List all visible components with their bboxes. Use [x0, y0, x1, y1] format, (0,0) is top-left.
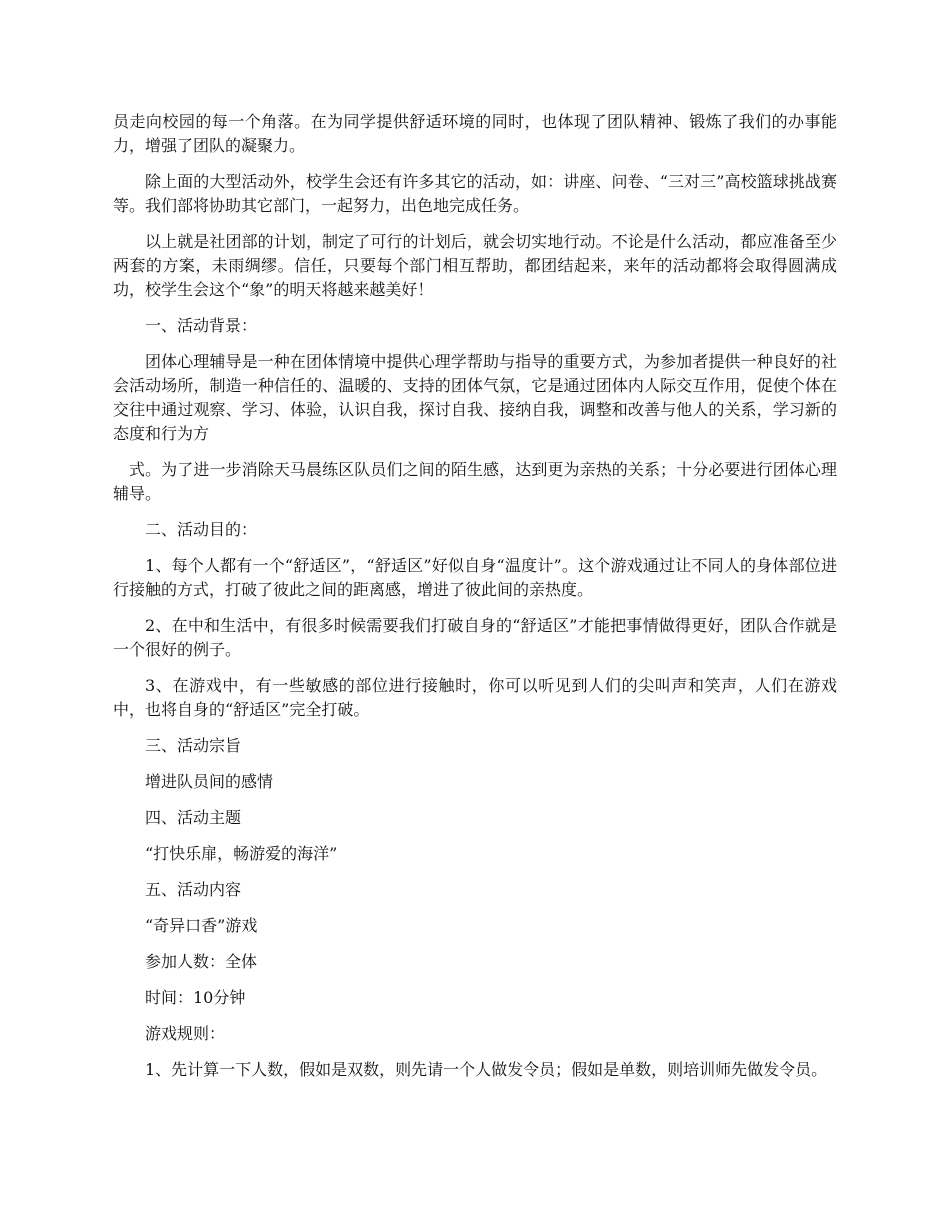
heading-activity-theme: 四、活动主题	[145, 808, 242, 827]
paragraph-game-name: “奇异口香”游戏	[145, 916, 258, 935]
document-body	[113, 110, 837, 1094]
paragraph-time: 时间：10分钟	[145, 988, 246, 1007]
paragraph-counseling-continued: 式。为了进一步消除天马晨练区队员们之间的陌生感，达到更为亲热的关系；十分必要进行团体心理辅导。	[113, 460, 837, 503]
paragraph-group-counseling: 团体心理辅导是一种在团体情境中提供心理学帮助与指导的重要方式，为参加者提供一种良好的社会活动场所，制造一种信任的、温暖的、支持的团体气氛，它是通过团体内人际交互作用，促使个体在交往中通过观察、学习、体验，认识自我，探讨自我、接纳自我，调整和改善与他人的关系，学习新的态度和行为方	[113, 352, 837, 443]
heading-activity-aim: 三、活动宗旨	[145, 736, 242, 755]
paragraph-plan-summary: 以上就是社团部的计划，制定了可行的计划后，就会切实地行动。不论是什么活动，都应准备至少两套的方案，未雨绸缪。信任，只要每个部门相互帮助，都团结起来，来年的活动都将会取得圆满成功，校学生会这个“象”的明天将越来越美好！	[113, 232, 837, 299]
paragraph-participants: 参加人数：全体	[145, 952, 258, 971]
paragraph-other-activities: 除上面的大型活动外，校学生会还有许多其它的活动，如：讲座、问卷、“三对三”高校篮球挑战赛等。我们部将协助其它部门，一起努力，出色地完成任务。	[113, 172, 837, 215]
paragraph-purpose-2: 2、在中和生活中，有很多时候需要我们打破自身的“舒适区”才能把事情做得更好，团队合作就是一个很好的例子。	[113, 616, 837, 659]
paragraph-purpose-3: 3、在游戏中，有一些敏感的部位进行接触时，你可以听见到人们的尖叫声和笑声，人们在游戏中，也将自身的“舒适区”完全打破。	[113, 676, 837, 719]
paragraph-rule-1: 1、先计算一下人数，假如是双数，则先请一个人做发令员；假如是单数，则培训师先做发令员。	[145, 1060, 828, 1079]
paragraph-campus-service: 员走向校园的每一个角落。在为同学提供舒适环境的同时，也体现了团队精神、锻炼了我们的办事能力，增强了团队的凝聚力。	[113, 112, 837, 155]
paragraph-purpose-1: 1、每个人都有一个“舒适区”，“舒适区”好似自身“温度计”。这个游戏通过让不同人的身体部位进行接触的方式，打破了彼此之间的距离感，增进了彼此间的亲热度。	[113, 556, 837, 599]
paragraph-aim: 增进队员间的感情	[145, 772, 274, 791]
heading-activity-purpose: 二、活动目的：	[145, 520, 258, 539]
heading-activity-content: 五、活动内容	[145, 880, 242, 899]
paragraph-theme: “打快乐扉，畅游爱的海洋”	[145, 844, 338, 863]
heading-game-rules: 游戏规则：	[145, 1024, 226, 1043]
heading-activity-background: 一、活动背景：	[145, 316, 258, 335]
